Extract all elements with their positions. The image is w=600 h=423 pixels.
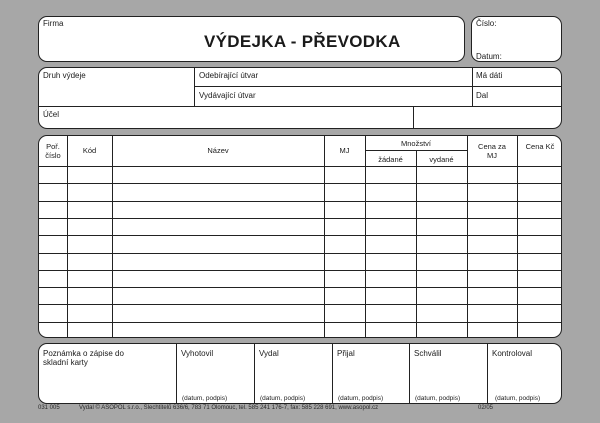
- vyhotovil-label: Vyhotovil: [181, 349, 214, 358]
- datum-label: Datum:: [476, 52, 502, 61]
- kontroloval-label: Kontroloval: [492, 349, 533, 358]
- col-zadane: žádané: [378, 155, 403, 164]
- document-title: VÝDEJKA - PŘEVODKA: [204, 32, 401, 51]
- col-mj: MJ: [339, 146, 350, 155]
- items-table: [38, 135, 562, 338]
- odebirajici-utvar-label: Odebírající útvar: [199, 71, 259, 80]
- footer-publisher: Vydal © ASOPOL s.r.o., Šlechtitelů 636/6, 783 71 Olomouc, tel. 585 241 176-7, fax: 585 228 691, www.asopol.cz: [79, 405, 379, 411]
- vydal-datum-podpis: (datum, podpis): [260, 395, 306, 402]
- ucel-label: Účel: [43, 110, 60, 119]
- schvalil-datum-podpis: (datum, podpis): [415, 395, 461, 402]
- col-nazev: Název: [207, 146, 229, 155]
- poznamka-label: Poznámka o zápise do skladní karty: [43, 349, 124, 367]
- table-row: [39, 270, 562, 271]
- schvalil-label: Schválil: [414, 349, 442, 358]
- table-row: [39, 304, 562, 305]
- cislo-datum-box: [471, 16, 562, 62]
- table-row: [39, 322, 562, 323]
- ma-dati-label: Má dáti: [476, 71, 503, 80]
- prijal-datum-podpis: (datum, podpis): [338, 395, 384, 402]
- col-por-cislo: Poř. číslo: [45, 142, 61, 160]
- dal-label: Dal: [476, 91, 489, 100]
- druh-vydeje-label: Druh výdeje: [43, 71, 86, 80]
- firma-box: [38, 16, 465, 62]
- table-row: [39, 287, 562, 288]
- signatures-box: [38, 343, 562, 404]
- table-row: [39, 201, 562, 202]
- info-box: [38, 67, 562, 129]
- prijal-label: Přijal: [337, 349, 355, 358]
- kontroloval-datum-podpis: (datum, podpis): [495, 395, 541, 402]
- table-row: [39, 218, 562, 219]
- col-vydane: vydané: [429, 155, 454, 164]
- cislo-label: Číslo:: [476, 19, 497, 28]
- col-cena-za-mj: Cena za MJ: [478, 142, 506, 160]
- col-mnozstvi: Množství: [400, 139, 431, 148]
- footer-code: 031 005: [38, 405, 60, 411]
- table-row: [39, 235, 562, 236]
- table-row: [39, 183, 562, 184]
- table-row: [39, 253, 562, 254]
- firma-label: Firma: [43, 19, 64, 28]
- col-kod: Kód: [82, 146, 97, 155]
- vydavajici-utvar-label: Vydávající útvar: [199, 91, 256, 100]
- vyhotovil-datum-podpis: (datum, podpis): [182, 395, 228, 402]
- footer-edition: 02/05: [478, 405, 494, 411]
- vydal-label: Vydal: [259, 349, 279, 358]
- col-cena-kc: Cena Kč: [525, 142, 555, 151]
